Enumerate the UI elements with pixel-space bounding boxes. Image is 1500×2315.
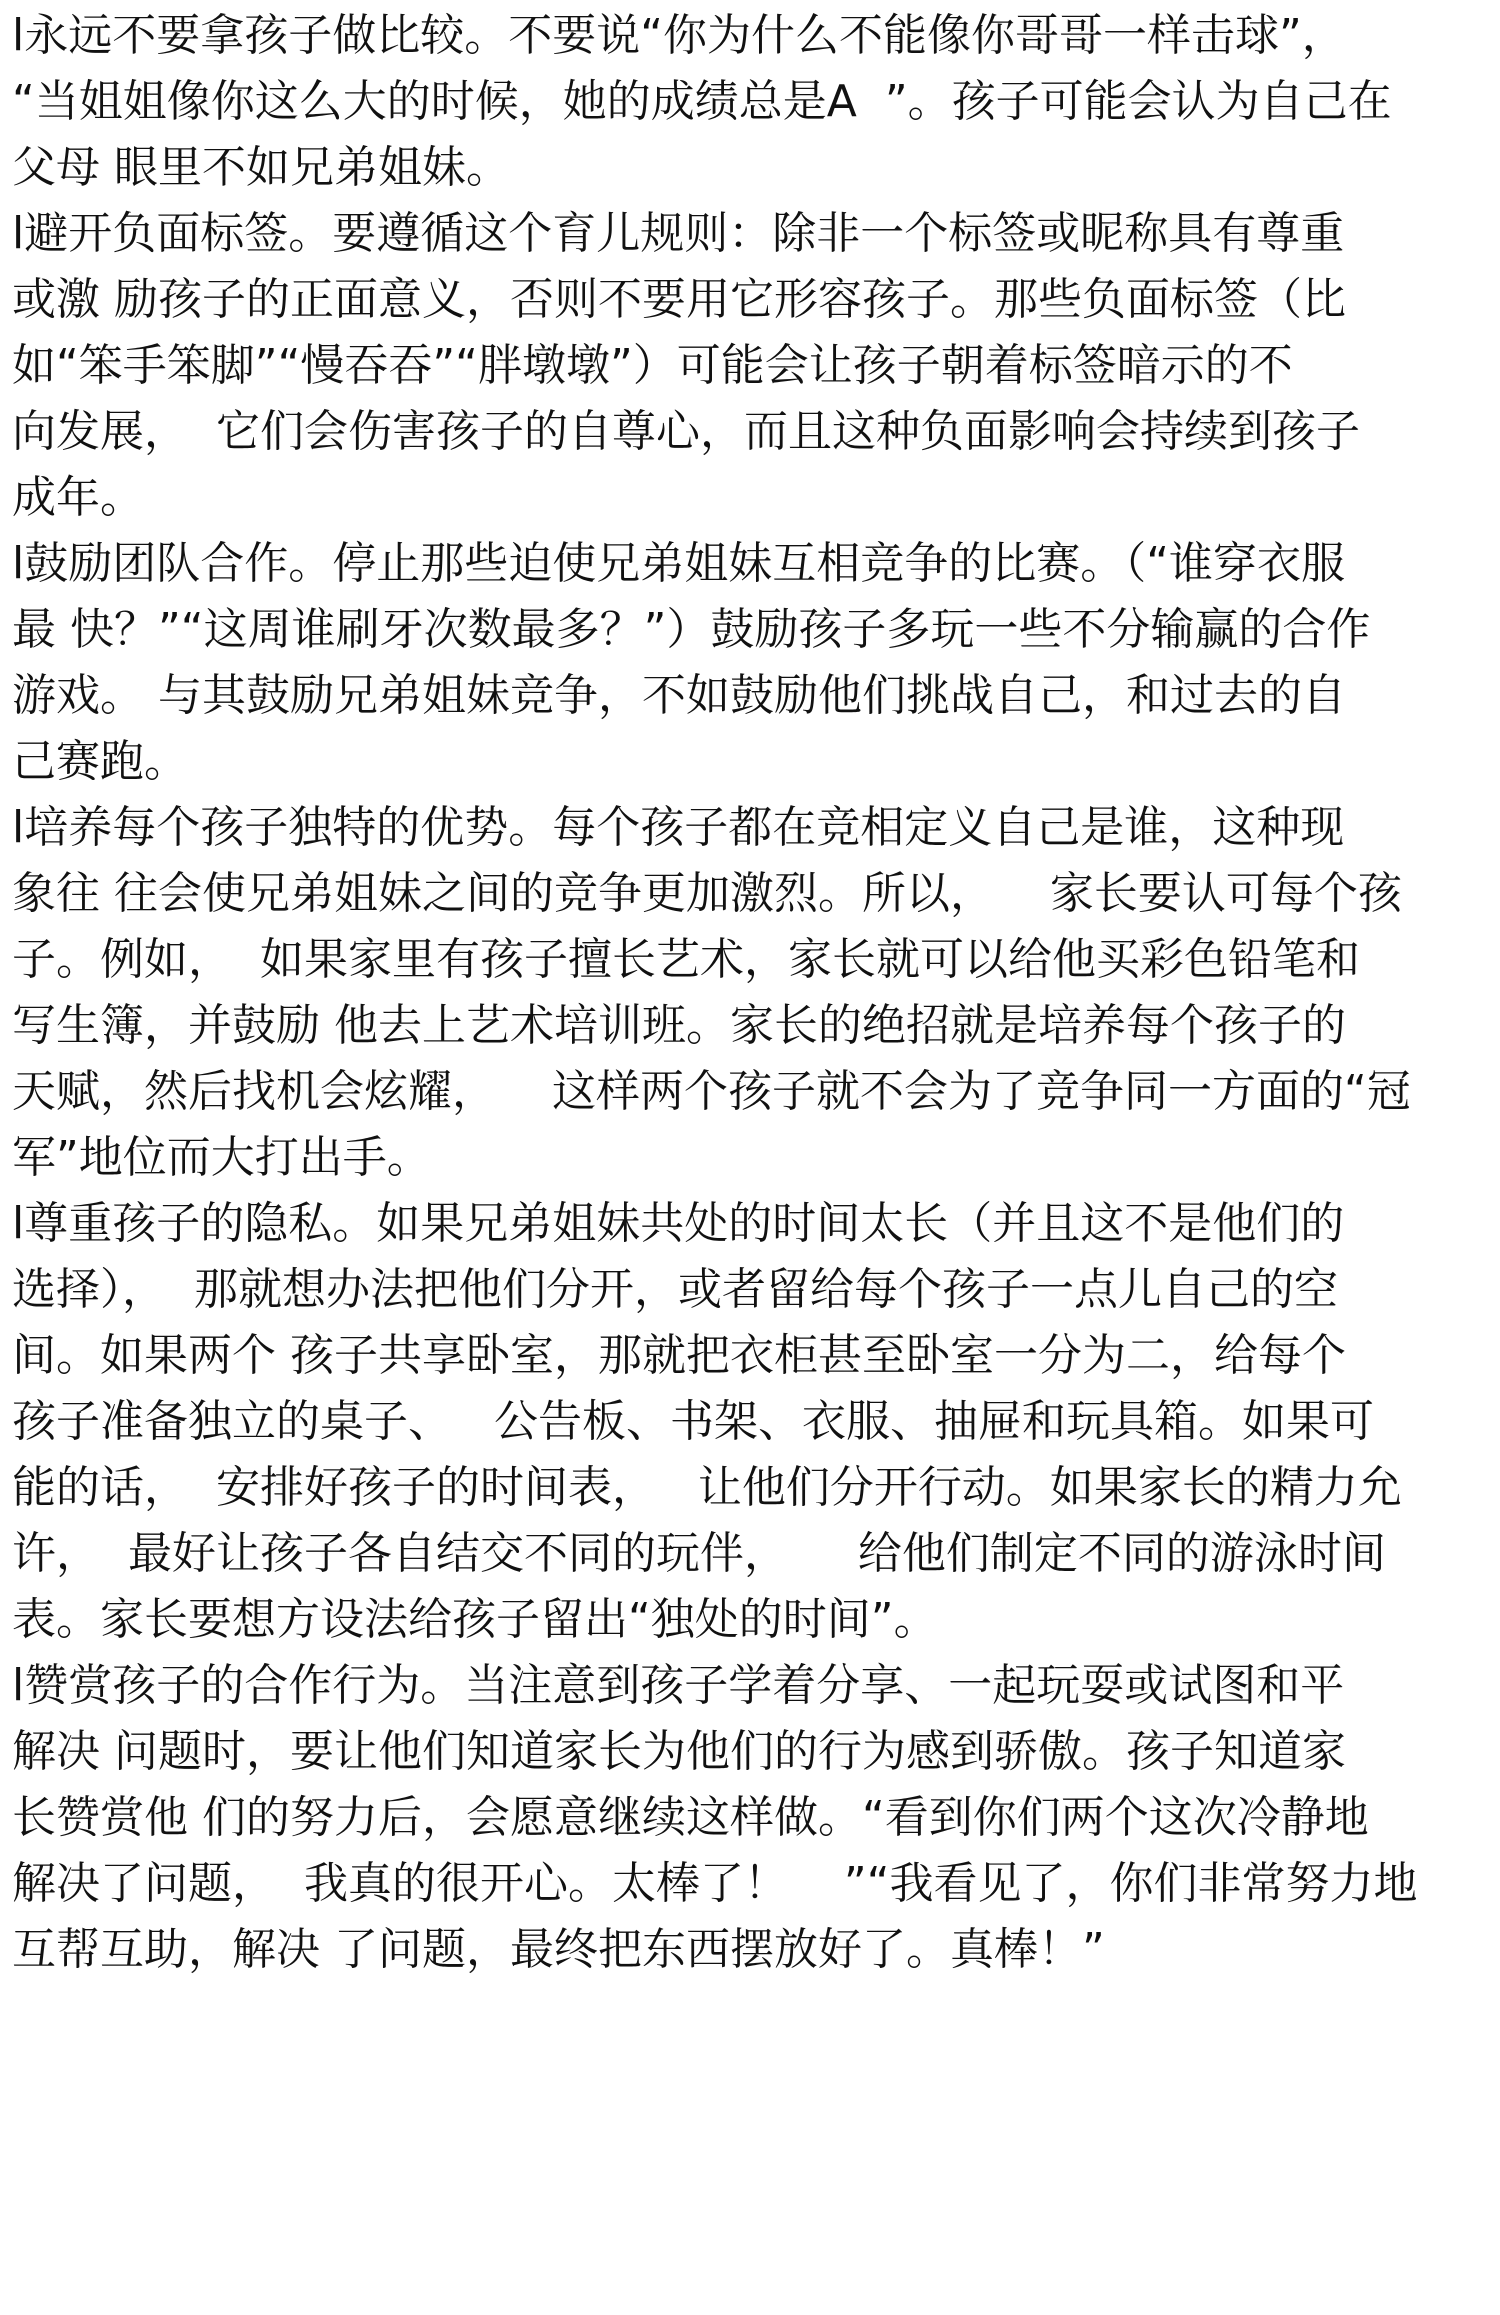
text-line: 如“笨手笨脚”“慢吞吞”“胖墩墩”）可能会让孩子朝着标签暗示的不	[12, 340, 1293, 391]
text-line: 成年。	[12, 472, 144, 523]
text-line: l赞赏孩子的合作行为。当注意到孩子学着分享、一起玩耍或试图和平	[12, 1660, 1345, 1711]
text-line: 表。家长要想方设法给孩子留出“独处的时间”。	[12, 1594, 938, 1645]
text-line: l鼓励团队合作。停止那些迫使兄弟姐妹互相竞争的比赛。（“谁穿衣服	[12, 538, 1346, 589]
text-line: 长赞赏他 们的努力后，会愿意继续这样做。“看到你们两个这次冷静地	[12, 1792, 1369, 1843]
text-line: 能的话， 安排好孩子的时间表， 让他们分开行动。如果家长的精力允	[12, 1462, 1402, 1513]
text-line: 选择）， 那就想办法把他们分开，或者留给每个孩子一点儿自己的空	[12, 1264, 1338, 1315]
text-line: 写生簿，并鼓励 他去上艺术培训班。家长的绝招就是培养每个孩子的	[12, 1000, 1346, 1051]
paragraph-avoid-labels	[0, 201, 1500, 531]
text-line: 许， 最好让孩子各自结交不同的玩伴， 给他们制定不同的游泳时间	[12, 1528, 1386, 1579]
text-line: “当姐姐像你这么大的时候，她的成绩总是A ”。孩子可能会认为自己在	[12, 76, 1392, 127]
text-line: 军”地位而大打出手。	[12, 1132, 431, 1183]
text-line: 子。例如， 如果家里有孩子擅长艺术，家长就可以给他买彩色铅笔和	[12, 934, 1360, 985]
text-line: 解决了问题， 我真的很开心。太棒了！ ”“我看见了，你们非常努力地	[12, 1858, 1418, 1909]
paragraph-praise-cooperation	[0, 1653, 1500, 1983]
text-line: 互帮互助，解决 了问题，最终把东西摆放好了。真棒！”	[12, 1924, 1105, 1975]
text-line: 游戏。 与其鼓励兄弟姐妹竞争，不如鼓励他们挑战自己，和过去的自	[12, 670, 1346, 721]
text-line: 解决 问题时，要让他们知道家长为他们的行为感到骄傲。孩子知道家	[12, 1726, 1346, 1777]
text-line: l培养每个孩子独特的优势。每个孩子都在竞相定义自己是谁，这种现	[12, 802, 1345, 853]
text-line: 天赋，然后找机会炫耀， 这样两个孩子就不会为了竞争同一方面的“冠	[12, 1066, 1411, 1117]
text-line: 向发展， 它们会伤害孩子的自尊心，而且这种负面影响会持续到孩子	[12, 406, 1360, 457]
text-line: l永远不要拿孩子做比较。不要说“你为什么不能像你哥哥一样击球”，	[12, 10, 1346, 61]
text-line: l尊重孩子的隐私。如果兄弟姐妹共处的时间太长（并且这不是他们的	[12, 1198, 1345, 1249]
text-line: l避开负面标签。要遵循这个育儿规则：除非一个标签或昵称具有尊重	[12, 208, 1345, 259]
text-line: 象往 往会使兄弟姐妹之间的竞争更加激烈。所以， 家长要认可每个孩	[12, 868, 1402, 919]
text-line: 间。如果两个 孩子共享卧室，那就把衣柜甚至卧室一分为二，给每个	[12, 1330, 1346, 1381]
paragraph-no-comparison	[0, 3, 1500, 201]
text-line: 孩子准备独立的桌子、 公告板、书架、衣服、抽屉和玩具箱。如果可	[12, 1396, 1374, 1447]
paragraph-teamwork	[0, 531, 1500, 795]
text-line: 最 快？”“这周谁刷牙次数最多？”）鼓励孩子多玩一些不分输赢的合作	[12, 604, 1371, 655]
text-line: 父母 眼里不如兄弟姐妹。	[12, 142, 510, 193]
paragraph-unique-strengths	[0, 795, 1500, 1191]
text-line: 己赛跑。	[12, 736, 188, 787]
text-line: 或激 励孩子的正面意义，否则不要用它形容孩子。那些负面标签（比	[12, 274, 1346, 325]
paragraph-privacy	[0, 1191, 1500, 1653]
document-body	[0, 3, 1500, 1983]
